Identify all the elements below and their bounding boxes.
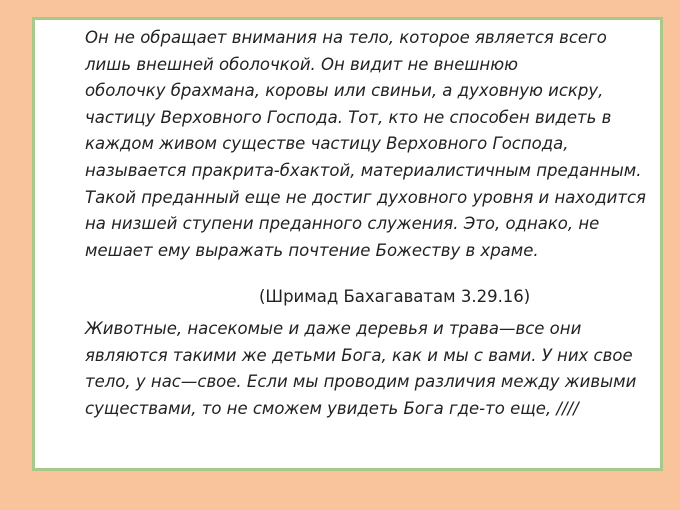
text-line: Животные, насекомые и даже деревья и трава—все они [85, 319, 582, 338]
text-line: являются такими же детьми Бога, как и мы с вами. У них свое [85, 345, 633, 365]
text-line: существами, то не сможем увидеть Бога где-то еще, //// [85, 398, 579, 418]
slide-card [32, 17, 663, 471]
text-line: каждом живом существе частицу Верховного Господа, [85, 134, 569, 154]
paragraph-2 [85, 316, 636, 422]
text-line: Он не обращает внимания на тело, которое является всего [85, 28, 607, 47]
text-line: Такой преданный еще не достиг духовного уровня и находится [85, 187, 646, 207]
text-line: оболочку брахмана, коровы или свиньи, а духовную искру, [85, 81, 604, 101]
text-line: называется пракрита-бхактой, материалистичным преданным. [85, 160, 642, 180]
text-line: тело, у нас—свое. Если мы проводим различия между живыми [85, 372, 637, 392]
paragraph-1 [85, 25, 646, 264]
text-line: на низшей ступени преданного служения. Это, однако, не [85, 214, 600, 234]
text-line: частицу Верховного Господа. Тот, кто не способен видеть в [85, 107, 612, 127]
text-line: лишь внешней оболочкой. Он видит не внешнюю [85, 54, 519, 74]
text-line: мешает ему выражать почтение Божеству в храме. [85, 240, 539, 260]
citation: (Шримад Бахагаватам 3.29.16) [259, 287, 531, 306]
